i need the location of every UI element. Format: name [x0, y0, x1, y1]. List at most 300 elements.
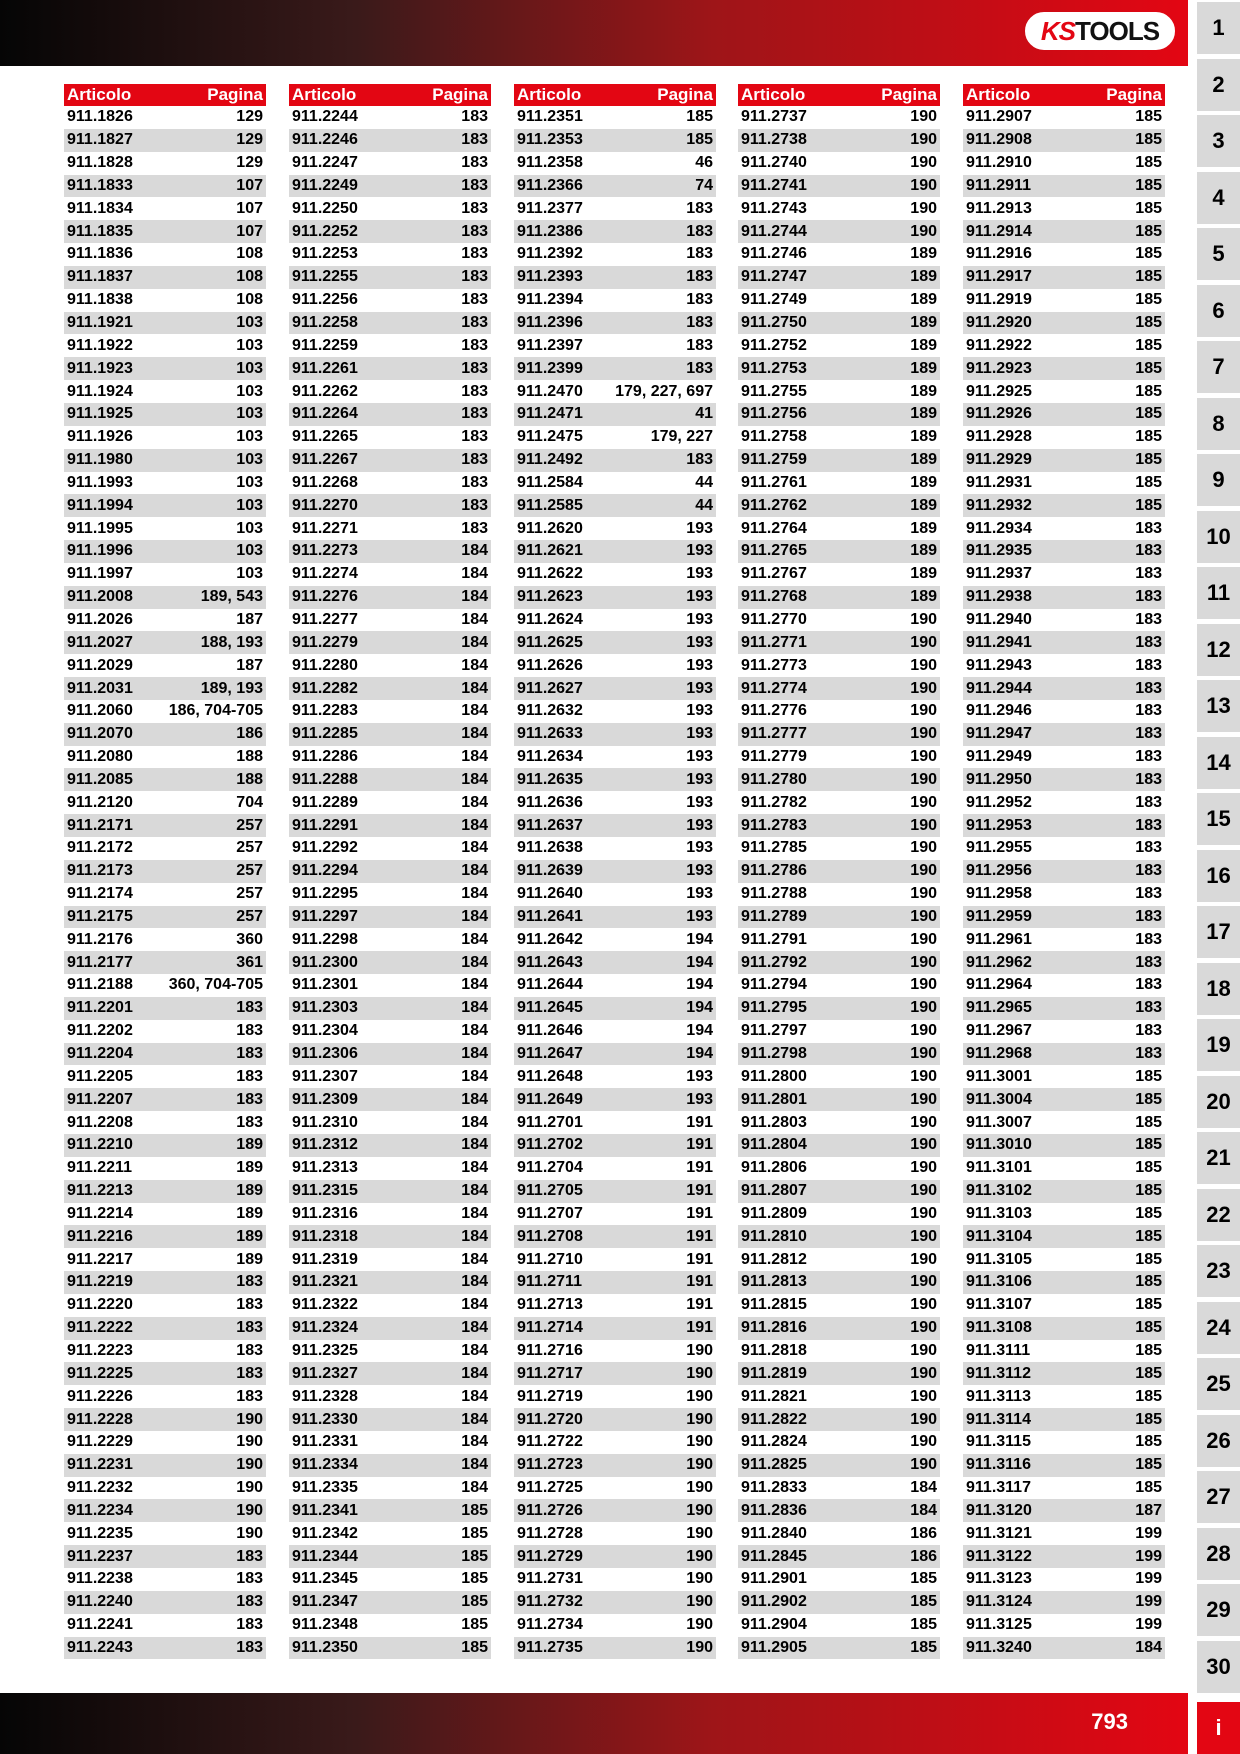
chapter-tab[interactable]: 28: [1197, 1528, 1240, 1580]
article-number: 911.2798: [741, 1045, 807, 1063]
article-number: 911.2768: [741, 588, 807, 606]
article-number: 911.2958: [966, 885, 1032, 903]
table-row: [963, 152, 1165, 175]
table-row: [289, 106, 491, 129]
page-reference: 189: [910, 245, 937, 263]
page-reference: 194: [686, 1045, 713, 1063]
table-row: [64, 1225, 266, 1248]
table-row: [738, 1271, 940, 1294]
article-number: 911.2249: [292, 176, 358, 194]
chapter-tab[interactable]: 27: [1197, 1471, 1240, 1523]
table-row: [514, 928, 716, 951]
table-row: [738, 175, 940, 198]
article-number: 911.2222: [67, 1319, 133, 1337]
page-reference: 190: [910, 610, 937, 628]
chapter-tab[interactable]: 19: [1197, 1019, 1240, 1071]
table-row: [64, 997, 266, 1020]
article-number: 911.1980: [67, 451, 133, 469]
table-row: [514, 334, 716, 357]
page-reference: 188: [236, 748, 263, 766]
page-reference: 190: [686, 1387, 713, 1405]
page-reference: 189: [910, 359, 937, 377]
page-reference: 183: [236, 1593, 263, 1611]
article-number: 911.2809: [741, 1204, 807, 1222]
article-number: 911.2341: [292, 1501, 358, 1519]
article-number: 911.2620: [517, 519, 583, 537]
page-reference: 183: [461, 176, 488, 194]
page-reference: 257: [236, 862, 263, 880]
table-row: [963, 1614, 1165, 1637]
page-reference: 183: [1135, 610, 1162, 628]
table-row: [738, 1477, 940, 1500]
article-number: 911.2926: [966, 405, 1032, 423]
page-reference: 189: [236, 1182, 263, 1200]
page-reference: 183: [236, 1296, 263, 1314]
article-number: 911.1994: [67, 496, 133, 514]
chapter-tab[interactable]: 10: [1197, 511, 1240, 563]
page-reference: 185: [1135, 1204, 1162, 1222]
page-reference: 184: [461, 885, 488, 903]
table-row: [963, 791, 1165, 814]
page-reference: 183: [1135, 519, 1162, 537]
article-number: 911.2241: [67, 1616, 133, 1634]
page-reference: 190: [910, 1273, 937, 1291]
article-number: 911.2636: [517, 793, 583, 811]
page-reference: 41: [695, 405, 713, 423]
index-column: [64, 84, 266, 1659]
table-row: [289, 1248, 491, 1271]
page-reference: 183: [1135, 793, 1162, 811]
article-number: 911.2226: [67, 1387, 133, 1405]
article-number: 911.2399: [517, 359, 583, 377]
table-row: [738, 1111, 940, 1134]
page-reference: 189: [910, 428, 937, 446]
article-number: 911.2743: [741, 199, 807, 217]
table-row: [64, 768, 266, 791]
table-row: [64, 1385, 266, 1408]
page-reference: 193: [686, 793, 713, 811]
page-reference: 103: [236, 336, 263, 354]
table-row: [738, 1568, 940, 1591]
page-reference: 187: [1135, 1501, 1162, 1519]
chapter-tab[interactable]: 13: [1197, 680, 1240, 732]
article-number: 911.2922: [966, 336, 1032, 354]
page-reference: 184: [461, 1296, 488, 1314]
chapter-tab[interactable]: 11: [1197, 567, 1240, 619]
table-row: [64, 1431, 266, 1454]
table-row: [64, 266, 266, 289]
page-reference: 183: [236, 999, 263, 1017]
article-number: 911.2774: [741, 679, 807, 697]
chapter-tab[interactable]: 8: [1197, 398, 1240, 450]
table-row: [289, 609, 491, 632]
page-reference: 183: [461, 382, 488, 400]
table-row: [514, 1043, 716, 1066]
header-page: Pagina: [432, 85, 488, 104]
article-number: 911.2304: [292, 1022, 358, 1040]
page-reference: 190: [910, 930, 937, 948]
article-number: 911.2789: [741, 907, 807, 925]
table-row: [963, 723, 1165, 746]
table-row: [738, 1637, 940, 1660]
chapter-tab[interactable]: 2: [1197, 59, 1240, 111]
article-number: 911.3102: [966, 1182, 1032, 1200]
page-reference: 190: [686, 1433, 713, 1451]
chapter-tab[interactable]: 6: [1197, 285, 1240, 337]
page-reference: 183: [1135, 1022, 1162, 1040]
page-reference: 185: [461, 1570, 488, 1588]
page-reference: 183: [461, 405, 488, 423]
page-reference: 103: [236, 542, 263, 560]
table-row: [289, 677, 491, 700]
article-number: 911.2353: [517, 131, 583, 149]
page-reference: 185: [1135, 154, 1162, 172]
table-row: [289, 723, 491, 746]
article-number: 911.2955: [966, 839, 1032, 857]
article-number: 911.2920: [966, 314, 1032, 332]
article-number: 911.3113: [966, 1387, 1031, 1405]
page-reference: 193: [686, 633, 713, 651]
page-reference: 103: [236, 451, 263, 469]
page-reference: 185: [910, 1593, 937, 1611]
table-row: [289, 1134, 491, 1157]
page-reference: 179, 227, 697: [615, 382, 713, 400]
page-reference: 190: [910, 1387, 937, 1405]
page-reference: 184: [461, 1067, 488, 1085]
table-row: [289, 814, 491, 837]
article-number: 911.2394: [517, 291, 583, 309]
page-reference: 185: [1135, 1479, 1162, 1497]
page-reference: 185: [461, 1638, 488, 1656]
table-row: [64, 700, 266, 723]
page-reference: 190: [236, 1479, 263, 1497]
page-reference: 185: [1135, 1067, 1162, 1085]
article-number: 911.2747: [741, 268, 807, 286]
article-number: 911.3104: [966, 1227, 1032, 1245]
article-number: 911.2386: [517, 222, 583, 240]
page-reference: 183: [236, 1090, 263, 1108]
page-reference: 189: [910, 291, 937, 309]
article-number: 911.2643: [517, 953, 583, 971]
article-number: 911.2904: [741, 1616, 807, 1634]
article-number: 911.2752: [741, 336, 807, 354]
table-row: [963, 1499, 1165, 1522]
page-reference: 74: [695, 176, 713, 194]
table-row: [64, 631, 266, 654]
index-column: [963, 84, 1165, 1659]
article-number: 911.2713: [517, 1296, 583, 1314]
page-reference: 186, 704-705: [168, 702, 263, 720]
article-number: 911.2029: [67, 656, 133, 674]
table-row: [738, 1088, 940, 1111]
article-number: 911.2821: [741, 1387, 807, 1405]
page-reference: 184: [910, 1479, 937, 1497]
table-row: [514, 449, 716, 472]
page-reference: 199: [1135, 1570, 1162, 1588]
page-reference: 193: [686, 725, 713, 743]
article-number: 911.2392: [517, 245, 583, 263]
page-reference: 185: [1135, 268, 1162, 286]
page-reference: 190: [910, 1182, 937, 1200]
page-reference: 183: [1135, 565, 1162, 583]
chapter-tab[interactable]: 5: [1197, 228, 1240, 280]
article-number: 911.2642: [517, 930, 583, 948]
article-number: 911.2283: [292, 702, 358, 720]
article-number: 911.3111: [966, 1341, 1031, 1359]
table-row: [738, 723, 940, 746]
table-row: [963, 883, 1165, 906]
article-number: 911.2824: [741, 1433, 807, 1451]
header-article: Articolo: [292, 85, 357, 104]
page-reference: 108: [236, 245, 263, 263]
page-reference: 193: [686, 656, 713, 674]
page-reference: 129: [236, 131, 263, 149]
table-row: [514, 677, 716, 700]
article-number: 911.2171: [67, 816, 133, 834]
chapter-tab[interactable]: 3: [1197, 115, 1240, 167]
article-number: 911.2732: [517, 1593, 583, 1611]
article-number: 911.2635: [517, 770, 583, 788]
article-number: 911.2297: [292, 907, 358, 925]
article-number: 911.2268: [292, 473, 358, 491]
article-number: 911.2237: [67, 1547, 133, 1565]
article-number: 911.2910: [966, 154, 1032, 172]
table-row: [514, 883, 716, 906]
chapter-tab[interactable]: 22: [1197, 1189, 1240, 1241]
article-number: 911.2914: [966, 222, 1032, 240]
page-reference: 184: [461, 999, 488, 1017]
page-reference: 183: [1135, 748, 1162, 766]
page-reference: 183: [236, 1638, 263, 1656]
chapter-tab[interactable]: i: [1197, 1702, 1240, 1754]
table-row: [738, 472, 940, 495]
page-reference: 193: [686, 702, 713, 720]
article-number: 911.2639: [517, 862, 583, 880]
table-row: [738, 380, 940, 403]
page-reference: 190: [910, 1227, 937, 1245]
page-reference: 183: [1135, 930, 1162, 948]
article-number: 911.1837: [67, 268, 133, 286]
article-number: 911.2750: [741, 314, 807, 332]
article-number: 911.2779: [741, 748, 807, 766]
article-number: 911.2807: [741, 1182, 807, 1200]
article-number: 911.2177: [67, 953, 133, 971]
table-row: [963, 746, 1165, 769]
logo-tools: TOOLS: [1075, 15, 1160, 46]
table-row: [64, 312, 266, 335]
page-reference: 184: [461, 907, 488, 925]
article-number: 911.2961: [966, 930, 1032, 948]
table-row: [738, 768, 940, 791]
table-row: [963, 449, 1165, 472]
table-row: [289, 517, 491, 540]
article-number: 911.2246: [292, 131, 358, 149]
page-reference: 183: [686, 222, 713, 240]
article-number: 911.2717: [517, 1364, 583, 1382]
table-row: [514, 152, 716, 175]
chapter-tab[interactable]: 29: [1197, 1584, 1240, 1636]
page-reference: 185: [910, 1570, 937, 1588]
page-reference: 107: [236, 222, 263, 240]
article-number: 911.2935: [966, 542, 1032, 560]
article-number: 911.2626: [517, 656, 583, 674]
table-row: [64, 243, 266, 266]
page-reference: 103: [236, 519, 263, 537]
chapter-tab[interactable]: 1: [1197, 2, 1240, 54]
page-reference: 190: [910, 1364, 937, 1382]
table-row: [738, 1408, 940, 1431]
chapter-tab[interactable]: 26: [1197, 1415, 1240, 1467]
table-row: [514, 266, 716, 289]
table-row: [289, 472, 491, 495]
chapter-tab[interactable]: 17: [1197, 906, 1240, 958]
page-reference: 189: [910, 405, 937, 423]
page-reference: 183: [1135, 588, 1162, 606]
table-row: [514, 654, 716, 677]
article-number: 911.2492: [517, 451, 583, 469]
page-reference: 199: [1135, 1547, 1162, 1565]
table-row: [963, 1111, 1165, 1134]
article-number: 911.3116: [966, 1456, 1031, 1474]
page-reference: 190: [686, 1593, 713, 1611]
table-row: [738, 631, 940, 654]
table-row: [514, 220, 716, 243]
article-number: 911.2201: [67, 999, 133, 1017]
chapter-tab[interactable]: 18: [1197, 963, 1240, 1015]
table-row: [514, 289, 716, 312]
article-number: 911.2644: [517, 976, 583, 994]
page-reference: 193: [686, 610, 713, 628]
table-row: [64, 1568, 266, 1591]
page-reference: 184: [1135, 1638, 1162, 1656]
table-row: [738, 654, 940, 677]
chapter-tab[interactable]: 14: [1197, 737, 1240, 789]
table-row: [64, 1134, 266, 1157]
table-row: [514, 494, 716, 517]
article-number: 911.2622: [517, 565, 583, 583]
header-article: Articolo: [966, 85, 1031, 104]
article-number: 911.2285: [292, 725, 358, 743]
table-row: [289, 631, 491, 654]
chapter-tab[interactable]: 24: [1197, 1302, 1240, 1354]
table-row: [514, 380, 716, 403]
article-number: 911.2202: [67, 1022, 133, 1040]
page-reference: 185: [1135, 1364, 1162, 1382]
chapter-tab[interactable]: 7: [1197, 341, 1240, 393]
article-number: 911.2219: [67, 1273, 133, 1291]
article-number: 911.2027: [67, 633, 133, 651]
table-row: [64, 609, 266, 632]
table-row: [64, 1614, 266, 1637]
article-number: 911.2300: [292, 953, 358, 971]
page-reference: 183: [461, 359, 488, 377]
page-reference: 183: [1135, 770, 1162, 788]
article-number: 911.1922: [67, 336, 133, 354]
page-reference: 190: [910, 1022, 937, 1040]
page-reference: 184: [461, 862, 488, 880]
chapter-tab[interactable]: 20: [1197, 1076, 1240, 1128]
table-row: [289, 334, 491, 357]
article-number: 911.3121: [966, 1524, 1032, 1542]
page-reference: 183: [1135, 1045, 1162, 1063]
page-reference: 190: [910, 839, 937, 857]
article-number: 911.2640: [517, 885, 583, 903]
table-row: [289, 1088, 491, 1111]
page-reference: 184: [461, 1479, 488, 1497]
table-row: [289, 997, 491, 1020]
table-row: [64, 426, 266, 449]
article-number: 911.2324: [292, 1319, 358, 1337]
page-reference: 44: [695, 473, 713, 491]
page-reference: 103: [236, 382, 263, 400]
page-reference: 189: [910, 588, 937, 606]
table-row: [289, 883, 491, 906]
page-reference: 190: [910, 725, 937, 743]
chapter-tab[interactable]: 21: [1197, 1132, 1240, 1184]
article-number: 911.2217: [67, 1250, 133, 1268]
page-reference: 190: [686, 1524, 713, 1542]
page-reference: 185: [1135, 1250, 1162, 1268]
article-number: 911.2280: [292, 656, 358, 674]
article-number: 911.2791: [741, 930, 807, 948]
table-row: [289, 1225, 491, 1248]
table-row: [289, 563, 491, 586]
table-row: [963, 243, 1165, 266]
table-row: [963, 1431, 1165, 1454]
article-number: 911.2334: [292, 1456, 358, 1474]
page-reference: 103: [236, 359, 263, 377]
article-number: 911.2397: [517, 336, 583, 354]
page-reference: 183: [461, 451, 488, 469]
page-reference: 185: [1135, 1113, 1162, 1131]
page-reference: 184: [461, 565, 488, 583]
table-row: [738, 1362, 940, 1385]
table-row: [963, 814, 1165, 837]
article-number: 911.2803: [741, 1113, 807, 1131]
chapter-tab[interactable]: 12: [1197, 624, 1240, 676]
page-reference: 184: [461, 679, 488, 697]
page-reference: 184: [461, 1159, 488, 1177]
chapter-tab[interactable]: 30: [1197, 1641, 1240, 1693]
table-row: [963, 609, 1165, 632]
chapter-tab[interactable]: 25: [1197, 1358, 1240, 1410]
article-number: 911.2744: [741, 222, 807, 240]
column-header: [738, 84, 940, 106]
page-reference: 184: [461, 1456, 488, 1474]
article-number: 911.2641: [517, 907, 583, 925]
article-number: 911.2321: [292, 1273, 358, 1291]
article-number: 911.2070: [67, 725, 133, 743]
page-reference: 189: [236, 1159, 263, 1177]
page-reference: 183: [1135, 633, 1162, 651]
chapter-tab[interactable]: 15: [1197, 793, 1240, 845]
page-reference: 186: [910, 1524, 937, 1542]
page-reference: 190: [686, 1341, 713, 1359]
page-reference: 190: [910, 953, 937, 971]
page-reference: 360, 704-705: [168, 976, 263, 994]
chapter-tab[interactable]: 23: [1197, 1245, 1240, 1297]
page-reference: 190: [686, 1638, 713, 1656]
article-number: 911.2345: [292, 1570, 358, 1588]
chapter-tab[interactable]: 9: [1197, 454, 1240, 506]
chapter-tab[interactable]: 16: [1197, 850, 1240, 902]
page-reference: 183: [236, 1319, 263, 1337]
chapter-tab[interactable]: 4: [1197, 172, 1240, 224]
table-row: [738, 152, 940, 175]
page-reference: 44: [695, 496, 713, 514]
page-reference: 184: [461, 702, 488, 720]
page-reference: 199: [1135, 1524, 1162, 1542]
